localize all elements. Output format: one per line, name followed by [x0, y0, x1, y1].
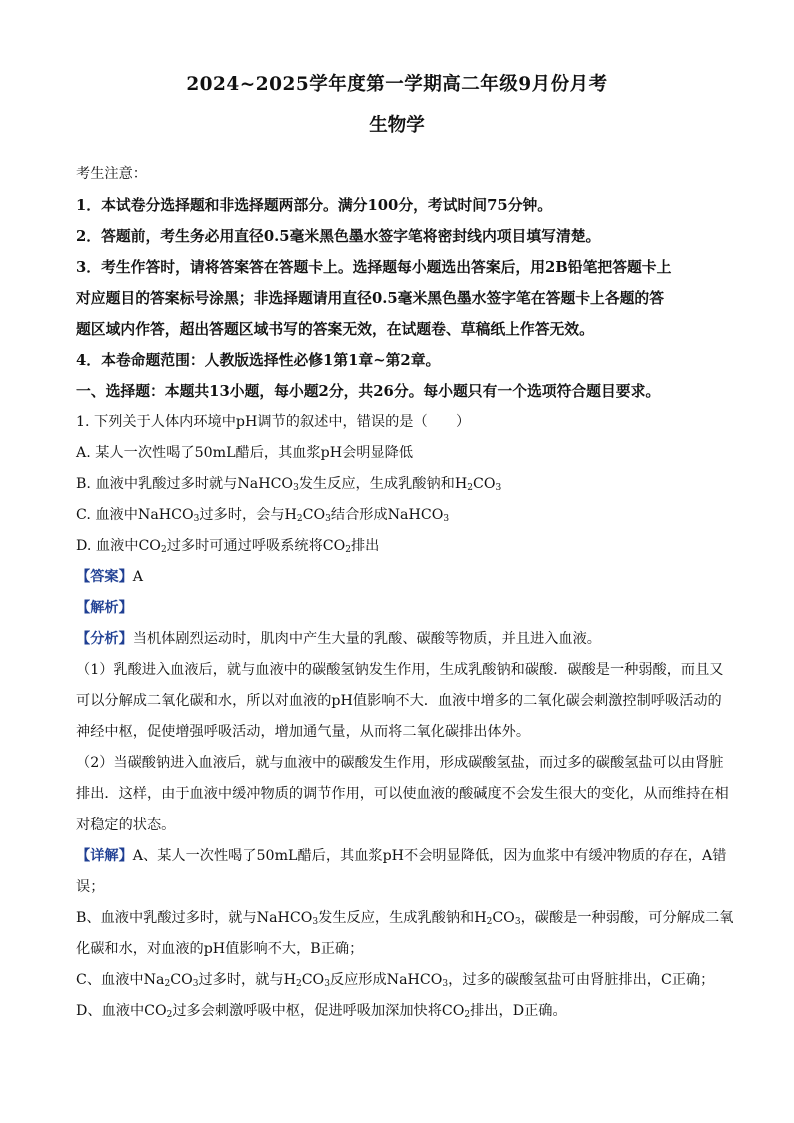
explanation-p2-l3: 对稳定的状态。: [76, 817, 176, 833]
explanation-p1-l1: （1）乳酸进入血液后，就与血液中的碳酸氢钠发生作用，生成乳酸钠和碳酸．碳酸是一种弱酸，而且又: [76, 662, 724, 678]
analysis-label: 【解析】: [76, 600, 133, 616]
option-b: B. 血液中乳酸过多时就与NaHCO$_3$发生反应，生成乳酸钠和$H_2CO_3$: [76, 476, 502, 493]
option-d: D. 血液中$CO_2$过多时可通过呼吸系统将$CO_2$排出: [76, 538, 380, 555]
answer-label: 【答案】: [76, 569, 133, 585]
answer-value: A: [132, 569, 144, 585]
analysis-line: [76, 593, 718, 624]
notice-heading: 考生注意：: [76, 166, 147, 182]
detail-d-line: D、血液中$CO_2$过多会刺激呼吸中枢，促进呼吸加深加快将$CO_2$排出，D正确。: [76, 1003, 567, 1020]
detail-c-line: C、血液中$Na_2CO_3$过多时，就与$H_2CO_3$反应形成NaHCO$_3$，过多的碳酸氢盐可由肾脏排出，C正确；: [76, 972, 715, 989]
notice-item-4: 4．本卷命题范围：人教版选择性必修1第1章~第2章。: [76, 352, 441, 369]
detail-a-line1: 【详解】A、某人一次性喝了50mL醋后，其血浆pH不会明显降低，因为血浆中有缓冲物质的存在，A错: [76, 848, 727, 864]
notice-item-1: 1．本试卷分选择题和非选择题两部分。满分100分，考试时间75分钟。: [76, 197, 553, 214]
explanation-p1-l2: 可以分解成二氧化碳和水，所以对血液的pH值影响不大．血液中增多的二氧化碳会刺激控制呼吸活动的: [76, 693, 722, 709]
answer-line: [76, 562, 718, 593]
notice-item-2: 2．答题前，考生务必用直径0.5毫米黑色墨水签字笔将密封线内项目填写清楚。: [76, 228, 601, 245]
explanation-p2-l2: 排出．这样，由于血液中缓冲物质的调节作用，可以使血液的酸碱度不会发生很大的变化，从而维持在相: [76, 786, 729, 802]
detail-a-line2: 误；: [76, 879, 105, 895]
detail-label: 【详解】: [76, 848, 133, 864]
notice-item-3-cont2: 题区域内作答，超出答题区域书写的答案无效，在试题卷、草稿纸上作答无效。: [76, 321, 594, 338]
detail-b-line1: B、血液中乳酸过多时，就与NaHCO$_3$发生反应，生成乳酸钠和$H_2CO_3$，碳酸是一种弱酸，可分解成二氧: [76, 910, 734, 927]
fenxi-label: 【分析】: [76, 631, 133, 647]
notice-item-3: 3．考生作答时，请将答案答在答题卡上。选择题每小题选出答案后，用2B铅笔把答题卡上: [76, 259, 672, 276]
option-a: A. 某人一次性喝了50mL醋后，其血浆pH会明显降低: [76, 445, 414, 461]
option-c: C. 血液中NaHCO$_3$过多时，会与$H_2CO_3$结合形成NaHCO$_3$: [76, 507, 450, 524]
subject-title: 生物学: [369, 115, 425, 136]
detail-b-line2: 化碳和水，对血液的pH值影响不大，B正确；: [76, 941, 364, 957]
notice-item-3-cont: 对应题目的答案标号涂黑；非选择题请用直径0.5毫米黑色墨水签字笔在答题卡上各题的答: [76, 290, 665, 307]
explanation-p2-l1: （2）当碳酸钠进入血液后，就与血液中的碳酸发生作用，形成碳酸氢盐，而过多的碳酸氢盐可以由肾脏: [76, 755, 724, 771]
explanation-p1-l3: 神经中枢，促使增强呼吸活动，增加通气量，从而将二氧化碳排出体外。: [76, 724, 531, 740]
question-stem: 1. 下列关于人体内环境中pH调节的叙述中，错误的是（ ）: [76, 414, 471, 430]
fenxi-line: 【分析】当机体剧烈运动时，肌肉中产生大量的乳酸、碳酸等物质，并且进入血液。: [76, 631, 601, 647]
section-heading: 一、选择题：本题共13小题，每小题2分，共26分。每小题只有一个选项符合题目要求。: [76, 383, 661, 400]
exam-title: 2024~2025学年度第一学期高二年级9月份月考: [186, 74, 608, 95]
